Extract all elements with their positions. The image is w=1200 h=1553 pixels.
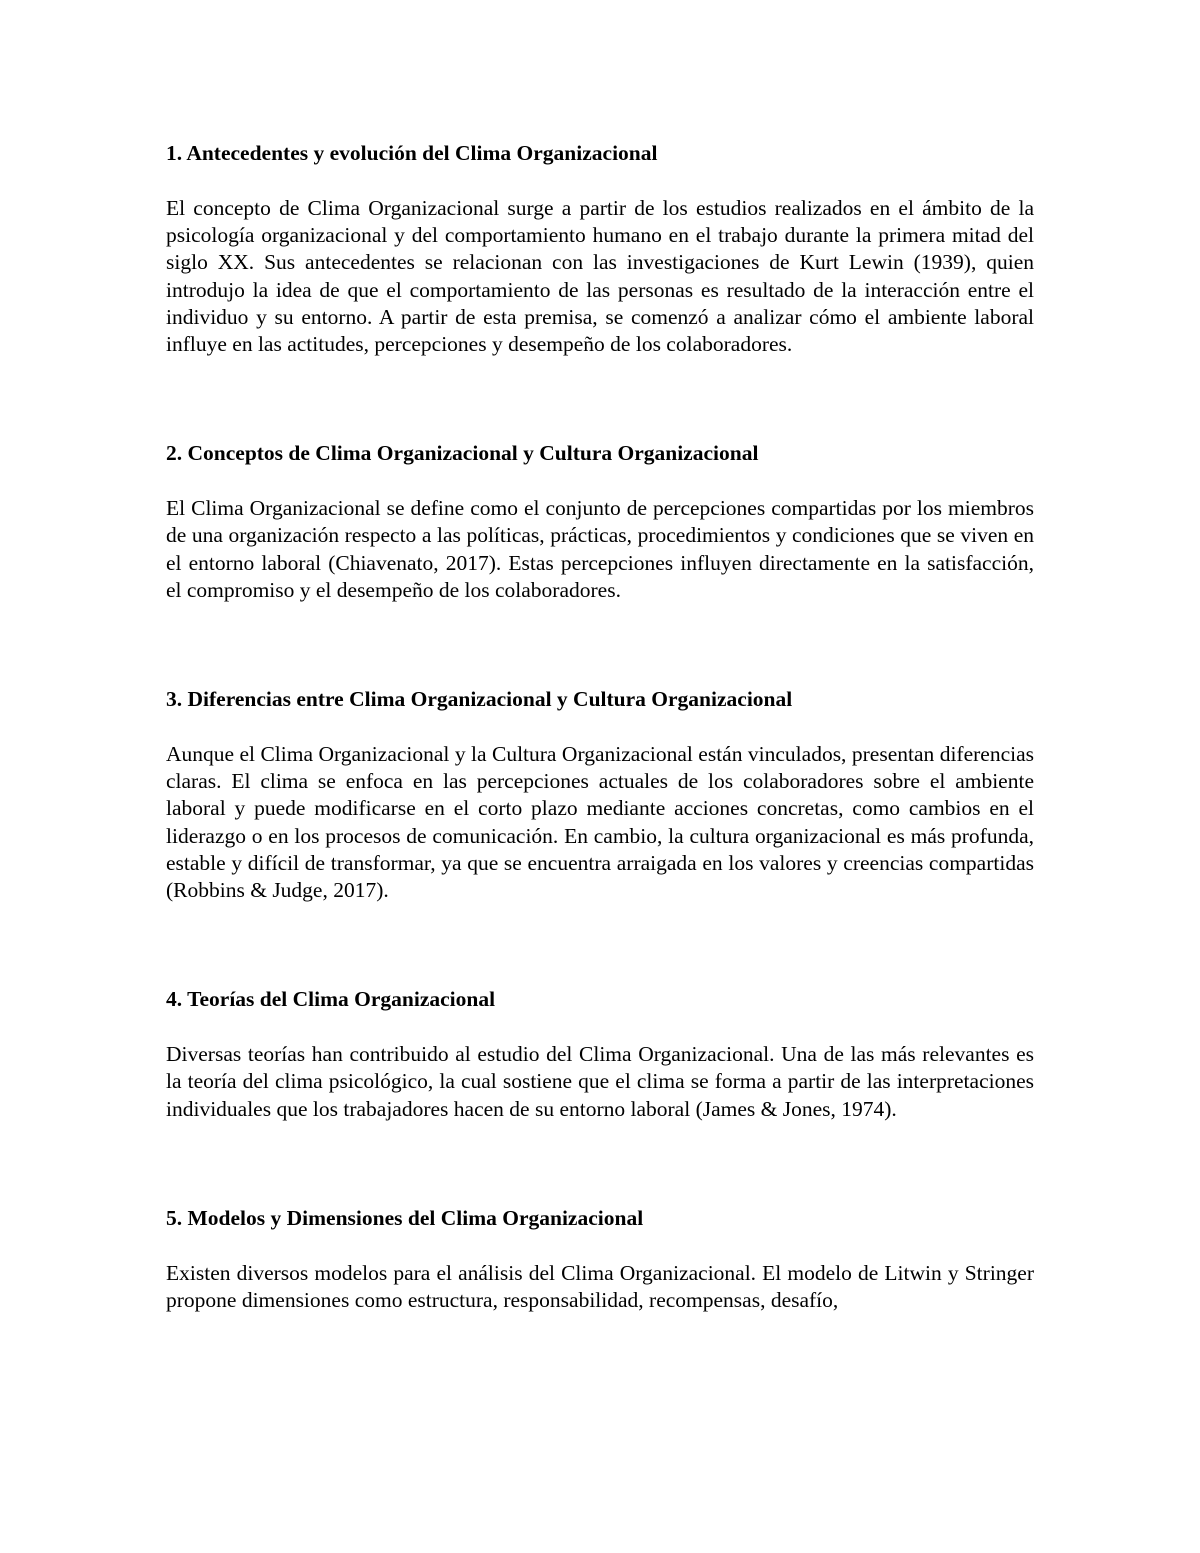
section-paragraph: Diversas teorías han contribuido al estudio del Clima Organizacional. Una de las más relevantes es la teoría del clima psicológico, la cual sostiene que el clima se forma a partir de las interpretaciones individuales que los trabajadores hacen de su entorno laboral (James & Jones, 1974).: [166, 1042, 1034, 1121]
section-heading: 3. Diferencias entre Clima Organizacional y Cultura Organizacional: [166, 687, 793, 712]
section-heading: 2. Conceptos de Clima Organizacional y Cultura Organizacional: [166, 441, 759, 466]
section-paragraph: El concepto de Clima Organizacional surge a partir de los estudios realizados en el ámbito de la psicología organizacional y del comportamiento humano en el trabajo durante la primera mitad del siglo XX. Sus antecedentes se relacionan con las investigaciones de Kurt Lewin (1939), quien introdujo la idea de que el comportamiento de las personas es resultado de la interacción entre el individuo y su entorno. A partir de esta premisa, se comenzó a analizar cómo el ambiente laboral influye en las actitudes, percepciones y desempeño de los colaboradores.: [166, 196, 1034, 357]
section-paragraph: Existen diversos modelos para el análisis del Clima Organizacional. El modelo de Litwin y Stringer propone dimensiones como estructura, responsabilidad, recompensas, desafío,: [166, 1260, 1034, 1313]
section-heading: 4. Teorías del Clima Organizacional: [166, 987, 496, 1012]
section-antecedentes: [166, 140, 1034, 358]
document-page: [166, 140, 1034, 1314]
section-heading: 1. Antecedentes y evolución del Clima Organizacional: [166, 141, 658, 165]
section-paragraph: El Clima Organizacional se define como el conjunto de percepciones compartidas por los miembros de una organización respecto a las políticas, prácticas, procedimientos y condiciones que se viven en el entorno laboral (Chiavenato, 2017). Estas percepciones influyen directamente en la satisfacción, el compromiso y el desempeño de los colaboradores.: [166, 496, 1034, 602]
section-paragraph: Aunque el Clima Organizacional y la Cultura Organizacional están vinculados, presentan diferencias claras. El clima se enfoca en las percepciones actuales de los colaboradores sobre el ambiente laboral y puede modificarse en el corto plazo mediante acciones concretas, como cambios en el liderazgo o en los procesos de comunicación. En cambio, la cultura organizacional es más profunda, estable y difícil de transformar, ya que se encuentra arraigada en los valores y creencias compartidas (Robbins & Judge, 2017).: [166, 742, 1034, 903]
section-modelos: [166, 1205, 1034, 1314]
section-diferencias: [166, 686, 1034, 904]
section-conceptos: [166, 440, 1034, 604]
section-teorias: [166, 986, 1034, 1123]
section-heading: 5. Modelos y Dimensiones del Clima Organizacional: [166, 1205, 644, 1230]
